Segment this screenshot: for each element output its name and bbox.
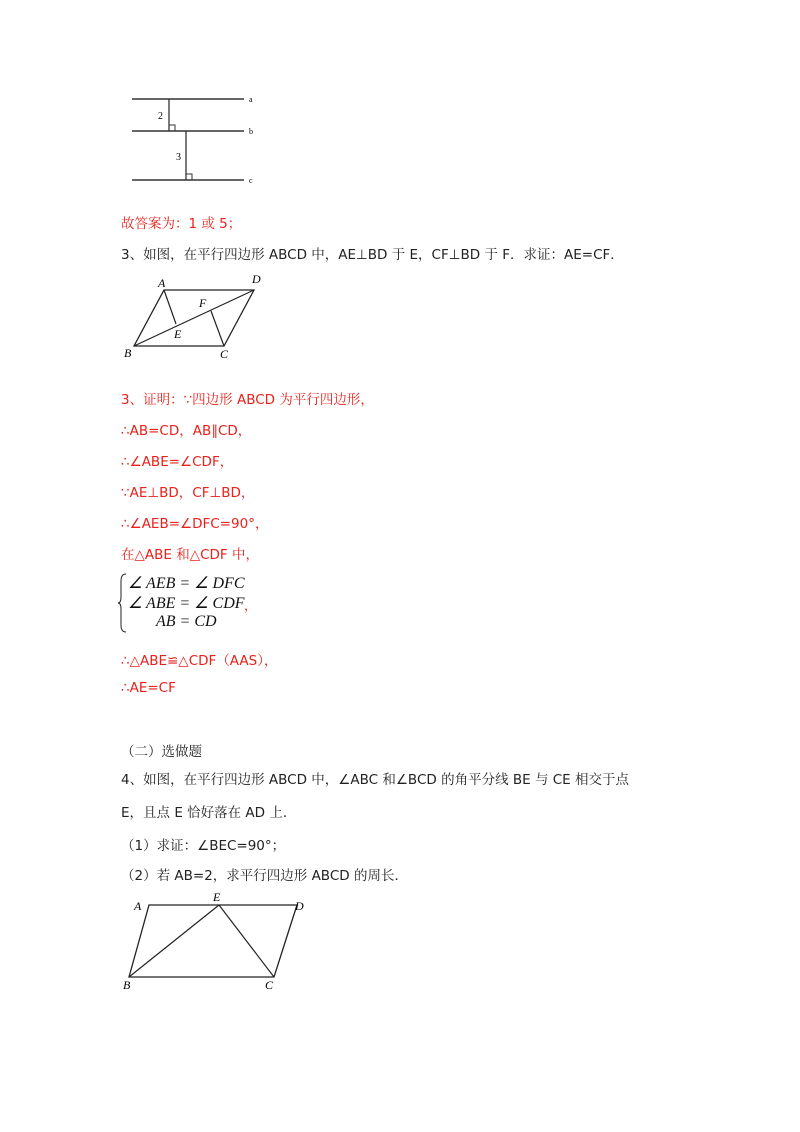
proof-line-4: ∵AE⊥BD，CF⊥BD， xyxy=(121,485,255,501)
parallelogram-figure-q4 xyxy=(118,890,318,995)
line-label-a: a xyxy=(249,95,253,104)
question-4-line-2: E，且点 E 恰好落在 AD 上． xyxy=(121,805,297,821)
line-label-b: b xyxy=(249,127,253,136)
point-E-q4: E xyxy=(213,890,221,904)
vertex-B-q4: B xyxy=(123,978,131,992)
vertex-A: A xyxy=(158,276,166,290)
equation-system xyxy=(118,573,268,633)
vertex-B: B xyxy=(124,346,132,360)
segment-label-3: 3 xyxy=(176,152,181,163)
system-row-2: ∠ ABE = ∠ CDF xyxy=(128,595,245,612)
proof-line-1: 3、证明：∵四边形 ABCD 为平行四边形， xyxy=(121,392,374,408)
segment-label-2: 2 xyxy=(158,111,163,122)
system-row-1: ∠ AEB = ∠ DFC xyxy=(128,575,245,592)
question-3: 3、如图，在平行四边形 ABCD 中，AE⊥BD 于 E，CF⊥BD 于 F．求证：AE=CF． xyxy=(121,247,624,263)
parallel-lines-figure xyxy=(120,88,270,188)
proof-line-3: ∴∠ABE=∠CDF， xyxy=(121,454,234,470)
vertex-D-q4: D xyxy=(295,899,304,913)
point-F: F xyxy=(199,296,207,310)
brace-icon xyxy=(118,573,128,633)
system-row-3: AB = CD xyxy=(156,613,217,630)
proof-line-2: ∴AB=CD，AB∥CD， xyxy=(121,423,252,439)
proof-line-6: 在△ABE 和△CDF 中， xyxy=(121,547,259,563)
point-E: E xyxy=(174,327,182,341)
system-tail: ， xyxy=(244,599,258,614)
proof-line-5: ∴∠AEB=∠DFC=90°， xyxy=(121,516,269,532)
question-4-part-1: （1）求证：∠BEC=90°； xyxy=(121,838,286,854)
answer-1: 故答案为：1 或 5； xyxy=(121,216,242,232)
vertex-C: C xyxy=(220,347,229,361)
section-heading: （二）选做题 xyxy=(121,744,202,760)
question-4-line-1: 4、如图，在平行四边形 ABCD 中，∠ABC 和∠BCD 的角平分线 BE 与 CE 相交于点 xyxy=(121,772,629,788)
question-4-part-2: （2）若 AB=2，求平行四边形 ABCD 的周长． xyxy=(121,868,408,884)
vertex-D: D xyxy=(252,272,261,286)
vertex-C-q4: C xyxy=(265,978,274,992)
proof-conclusion-2: ∴AE=CF xyxy=(121,680,176,696)
parallelogram-figure-q3 xyxy=(118,270,278,365)
proof-conclusion-1: ∴△ABE≌△CDF（AAS）， xyxy=(121,653,278,669)
vertex-A-q4: A xyxy=(134,899,142,913)
line-label-c: c xyxy=(249,176,253,185)
